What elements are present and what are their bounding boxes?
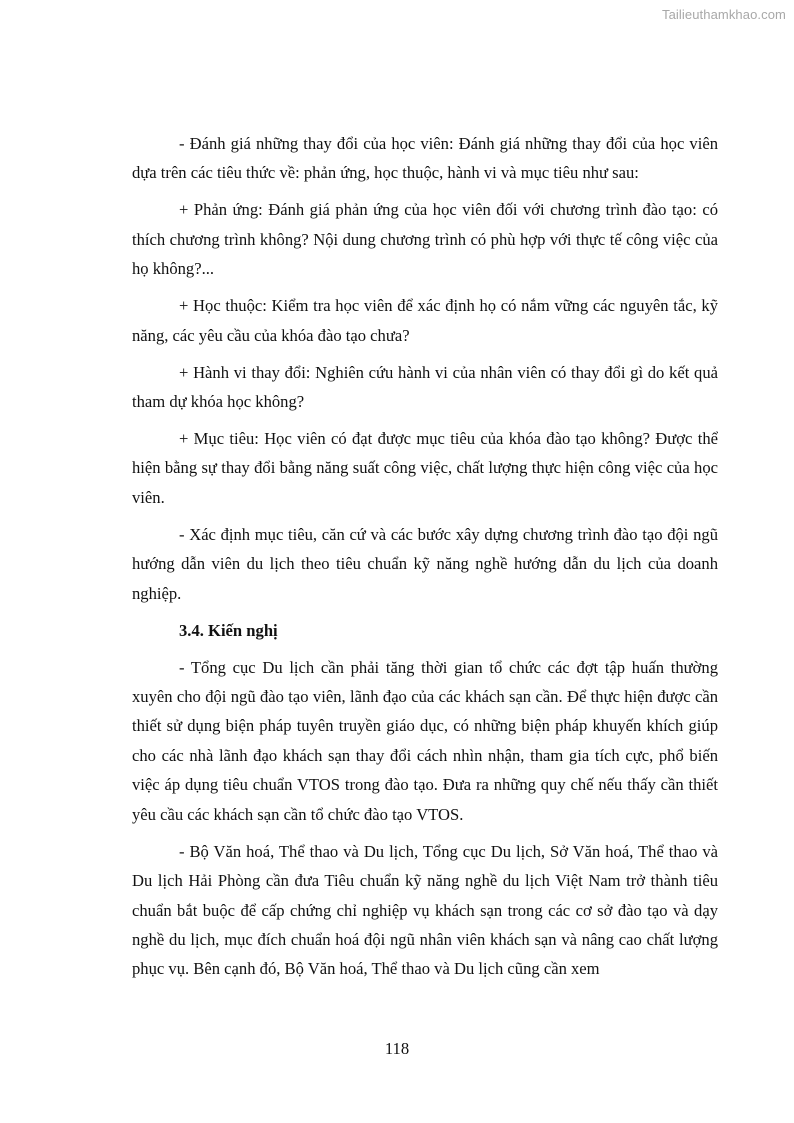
- watermark: Tailieuthamkhao.com: [661, 7, 786, 22]
- paragraph-behavior: + Hành vi thay đổi: Nghiên cứu hành vi của nhân viên có thay đổi gì do kết quả tham dự khóa học không?: [132, 362, 718, 412]
- paragraph-reaction: + Phản ứng: Đánh giá phản ứng của học viên đối với chương trình đào tạo: có thích chương trình không? Nội dung chương trình có phù hợp với thực tế công việc của họ không?...: [132, 200, 718, 279]
- page-number: 118: [384, 1039, 410, 1058]
- paragraph-objectives: + Mục tiêu: Học viên có đạt được mục tiêu của khóa đào tạo không? Được thể hiện bằng sự thay đổi bằng năng suất công việc, chất lượng thực hiện công việc của học viên.: [132, 429, 718, 507]
- paragraph-define-goals: - Xác định mục tiêu, căn cứ và các bước xây dựng chương trình đào tạo đội ngũ hướng dẫn viên du lịch theo tiêu chuẩn kỹ năng nghề hướng dẫn du lịch của doanh nghiệp.: [132, 524, 718, 603]
- paragraph-recommendation-2: - Bộ Văn hoá, Thể thao và Du lịch, Tổng cục Du lịch, Sở Văn hoá, Thể thao và Du lịch Hải Phòng cần đưa Tiêu chuẩn kỹ năng nghề du lịch Việt Nam trở thành tiêu chuẩn bắt buộc để cấp chứng chỉ nghiệp vụ khách sạn trong các cơ sở đào tạo và dạy nghề du lịch, mục đích chuẩn hoá đội ngũ nhân viên khách sạn và nâng cao chất lượng phục vụ. Bên cạnh đó, Bộ Văn hoá, Thể thao và Du lịch cũng cần xem: [132, 841, 718, 979]
- paragraph-recommendation-1: - Tổng cục Du lịch cần phải tăng thời gian tổ chức các đợt tập huấn thường xuyên cho đội ngũ đào tạo viên, lãnh đạo của các khách sạn cần. Để thực hiện được cần thiết sử dụng biện pháp tuyên truyền giáo dục, có những biện pháp khuyến khích giúp cho các nhà lãnh đạo khách sạn thay đổi cách nhìn nhận, tham gia tích cực, phổ biến việc áp dụng tiêu chuẩn VTOS trong đào tạo. Đưa ra những quy chế nếu thấy cần thiết yêu cầu các khách sạn cần tổ chức đào tạo VTOS.: [132, 657, 718, 824]
- section-heading: 3.4. Kiến nghị: [179, 620, 278, 640]
- paragraph-evaluate-changes: - Đánh giá những thay đổi của học viên: Đánh giá những thay đổi của học viên dựa trên các tiêu thức về: phản ứng, học thuộc, hành vi và mục tiêu như sau:: [132, 134, 718, 183]
- document-body: [132, 129, 718, 991]
- paragraph-learning: + Học thuộc: Kiểm tra học viên để xác định họ có nắm vững các nguyên tắc, kỹ năng, các yêu cầu của khóa đào tạo chưa?: [132, 296, 718, 345]
